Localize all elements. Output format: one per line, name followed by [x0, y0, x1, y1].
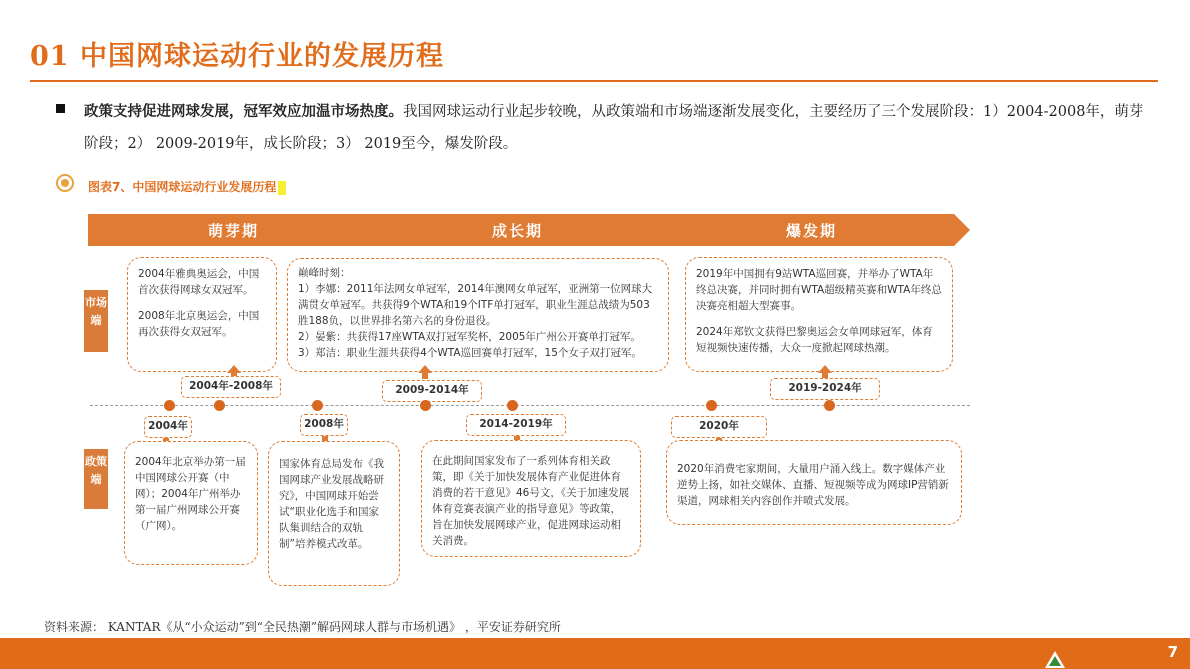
- timeline-dot: [214, 400, 225, 411]
- market-box-sprout-line1: 2004年雅典奥运会，中国首次获得网球女双冠军。: [138, 268, 260, 296]
- market-box-growth-yanzi: 2）晏紫：共获得17座WTA双打冠军奖杯，2005年广州公开赛单打冠军。: [298, 331, 641, 343]
- year-tag-2020: 2020年: [671, 416, 767, 438]
- figure-title: [88, 178, 286, 195]
- company-logo-icon: [1044, 650, 1066, 669]
- figure-title-text: 图表7、中国网球运动行业发展历程: [88, 180, 277, 194]
- phase-label-sprout: 萌芽期: [208, 222, 260, 240]
- market-box-burst-line2: 2024年郑钦文获得巴黎奥运会女单网球冠军，体育短视频快速传播，大众一度掀起网球热潮。: [696, 326, 933, 354]
- footer-bar: [0, 638, 1190, 669]
- year-tag-2004: 2004年: [144, 416, 192, 438]
- year-tag-2009-2014: 2009-2014年: [382, 380, 482, 402]
- year-tag-2004-2008: 2004年-2008年: [181, 376, 281, 398]
- summary-bold: 政策支持促进网球发展，冠军效应加温市场热度。: [84, 103, 403, 120]
- bullet-square-icon: [56, 104, 65, 113]
- side-tag-policy: 政策端: [84, 449, 108, 509]
- arrow-up-icon: [818, 365, 832, 379]
- market-box-growth-heading: 巅峰时刻：: [298, 267, 351, 279]
- highlight-mark: [278, 181, 286, 195]
- phase-label-growth: 成长期: [492, 222, 544, 240]
- source-note: 资料来源： KANTAR《从“小众运动”到“全民热潮”解码网球人群与市场机遇》 ，平安证券研究所: [44, 620, 561, 634]
- policy-box-2008: 国家体育总局发布《我国网球产业发展战略研究》，中国网球开始尝试“职业化选手和国家队集训结合的双轨制”培养模式改革。: [268, 441, 400, 586]
- market-box-burst: [685, 257, 953, 372]
- timeline-dot: [164, 400, 175, 411]
- timeline-dot: [706, 400, 717, 411]
- title-divider: [30, 80, 1158, 82]
- page-title: 01 中国网球运动行业的发展历程: [30, 41, 444, 72]
- market-box-growth: [287, 258, 669, 372]
- market-box-growth-lina: 1）李娜：2011年法网女单冠军，2014年澳网女单冠军，亚洲第一位网球大满贯女单冠军。共获得9个WTA和19个ITF单打冠军，职业生涯总战绩为503胜188负，以世界排名第六名的身份退役。: [298, 283, 653, 327]
- summary-paragraph: [84, 96, 1154, 160]
- year-tag-2008: 2008年: [300, 414, 348, 436]
- policy-box-2014-2019: 在此期间国家发布了一系列体育相关政策，即《关于加快发展体育产业促进体育消费的若干意见》46号文，《关于加速发展体育竞赛表演产业的指导意见》等政策，旨在加快发展网球产业，促进网球运动相关消费。: [421, 440, 641, 557]
- page-number: 7: [1167, 643, 1178, 661]
- year-tag-2019-2024: 2019-2024年: [770, 378, 880, 400]
- year-tag-2014-2019: 2014-2019年: [466, 414, 566, 436]
- figure-target-icon: [56, 174, 74, 192]
- timeline-dot: [507, 400, 518, 411]
- timeline-dot: [824, 400, 835, 411]
- timeline-dot: [420, 400, 431, 411]
- policy-box-2004: 2004年北京举办第一届中国网球公开赛（中网）；2004年广州举办第一届广州网球公开赛（广网）。: [124, 441, 258, 565]
- side-tag-market: 市场端: [84, 290, 108, 352]
- summary-text: 我国网球运动行业起步较晚，从政策端和市场端逐渐发展变化，主要经历了三个发展阶段：1）2004-2008年，萌芽阶段；2） 2009-2019年，成长阶段；3） 2019至今，爆发阶段。: [84, 104, 1144, 152]
- arrow-up-icon: [418, 365, 432, 379]
- policy-box-2020: 2020年消费宅家期间，大量用户涌入线上。数字媒体产业逆势上扬，如社交媒体、直播、短视频等成为网球IP营销新渠道，网球相关内容创作并喷式发展。: [666, 440, 962, 525]
- market-box-burst-line1: 2019年中国拥有9站WTA巡回赛，并举办了WTA年终总决赛，并同时拥有WTA超级精英赛和WTA年终总决赛亮相超大型赛事。: [696, 268, 942, 312]
- market-box-sprout: [127, 257, 277, 372]
- timeline-dot: [312, 400, 323, 411]
- market-box-sprout-line2: 2008年北京奥运会，中国再次获得女双冠军。: [138, 310, 260, 338]
- phase-label-burst: 爆发期: [786, 222, 838, 240]
- market-box-growth-zhengjie: 3）郑洁：职业生涯共获得4个WTA巡回赛单打冠军，15个女子双打冠军。: [298, 347, 642, 359]
